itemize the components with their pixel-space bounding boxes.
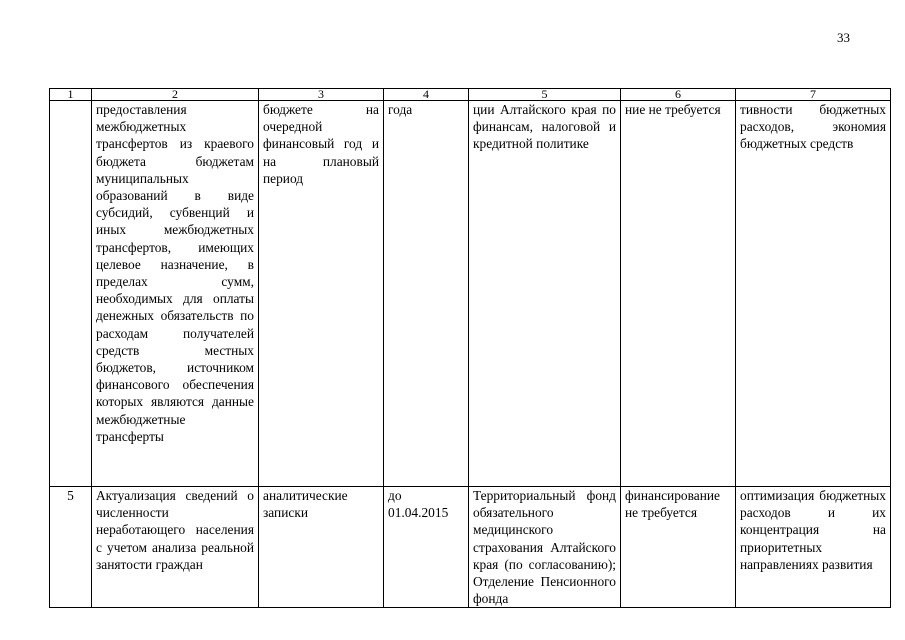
result-form-cell: аналитические записки	[259, 487, 384, 608]
financing-cell: ние не требуется	[621, 101, 736, 487]
measure-name-cell: предоставления межбюджетных трансфертов из краевого бюджета бюджетам муниципальных образований в виде субсидий, субвенций и иных межбюджетных трансфертов, имеющих целевое назначение, в пределах сумм, необходимых для оплаты денежных обязательств по расходам получателей средств местных бюджетов, источником финансового обеспечения которых являются данные межбюджетные трансферты	[92, 101, 259, 487]
responsible-cell: Территориальный фонд обязательного медицинского страхования Алтайского края (по согласованию); Отделение Пенсионного фонда	[469, 487, 621, 608]
result-form-cell: бюджете на очередной финансовый год и на плановый период	[259, 101, 384, 487]
column-number: 3	[259, 89, 384, 101]
table-row	[50, 487, 891, 608]
financing-cell: финансирование не требуется	[621, 487, 736, 608]
expected-result-cell: тивности бюджетных расходов, экономия бюджетных средств	[736, 101, 891, 487]
column-number: 4	[384, 89, 469, 101]
column-number: 6	[621, 89, 736, 101]
column-number: 5	[469, 89, 621, 101]
expected-result-cell: оптимизация бюджетных расходов и их концентрация на приоритетных направлениях развития	[736, 487, 891, 608]
row-number-cell	[50, 101, 92, 487]
deadline-cell: года	[384, 101, 469, 487]
responsible-cell: ции Алтайского края по финансам, налоговой и кредитной политике	[469, 101, 621, 487]
deadline-cell: до 01.04.2015	[384, 487, 469, 608]
measure-name-cell: Актуализация сведений о численности неработающего населения с учетом анализа реальной занятости граждан	[92, 487, 259, 608]
page-number: 33	[837, 30, 850, 45]
column-number: 1	[50, 89, 92, 101]
column-number: 2	[92, 89, 259, 101]
row-number-cell: 5	[50, 487, 92, 608]
plan-table	[49, 88, 891, 608]
column-number-row	[50, 89, 891, 101]
column-number: 7	[736, 89, 891, 101]
table-row	[50, 101, 891, 487]
